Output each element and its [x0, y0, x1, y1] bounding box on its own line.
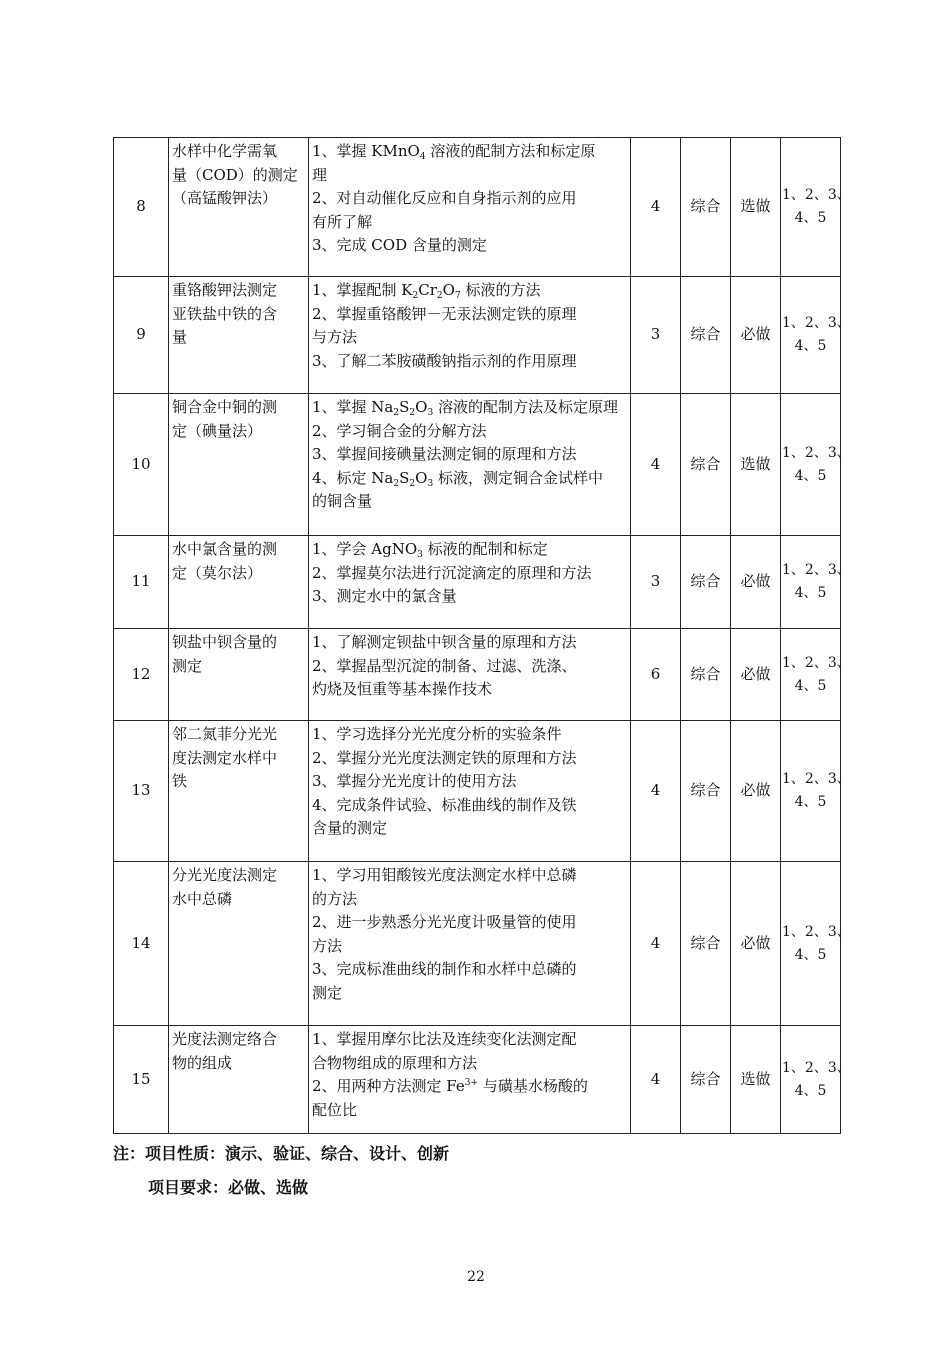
experiment-requirement: 必做	[731, 536, 781, 629]
experiment-name-line: （高锰酸钾法）	[172, 189, 278, 207]
experiment-name	[169, 862, 309, 1026]
content-text: 3、掌握间接碘量法测定铜的原理和方法	[312, 445, 577, 463]
experiment-name-line: 水中氯含量的测	[172, 540, 278, 558]
experiment-name-line: 定（碘量法）	[172, 421, 263, 440]
table-row	[114, 138, 841, 277]
content-line	[312, 958, 627, 982]
table-note	[113, 1142, 449, 1200]
content-line	[312, 935, 627, 959]
experiment-nature: 综合	[681, 536, 731, 629]
goal-line: 1、2、3、	[782, 654, 851, 671]
content-text: 4、完成条件试验、标准曲线的制作及铁	[312, 795, 577, 814]
experiment-content	[309, 394, 631, 536]
content-text: 1、学习选择分光光度分析的实验条件	[312, 725, 562, 743]
content-line	[312, 490, 627, 514]
experiment-nature: 综合	[681, 862, 731, 1026]
experiment-name-line: 定（莫尔法）	[172, 563, 263, 582]
experiment-content	[309, 862, 631, 1026]
content-text: 2、掌握晶型沉淀的制备、过滤、洗涤、	[312, 656, 577, 675]
page-number: 22	[467, 1269, 485, 1285]
content-text: 标液的配制和标定	[422, 540, 548, 558]
experiment-name-line: 量（COD）的测定	[172, 165, 298, 184]
content-text: 的铜含量	[312, 492, 373, 510]
experiment-requirement: 必做	[731, 629, 781, 721]
supported-goals	[781, 277, 851, 394]
experiment-nature: 综合	[681, 1026, 731, 1134]
content-text: 测定	[312, 983, 343, 1002]
content-text: 2、对自动催化反应和自身指示剂的应用	[312, 189, 577, 207]
content-line	[312, 747, 627, 771]
content-line	[312, 655, 627, 679]
experiment-name-line: 钡盐中钡含量的	[172, 633, 278, 651]
content-line	[312, 794, 627, 818]
content-text: O	[442, 281, 455, 299]
experiment-name-line: 物的组成	[172, 1053, 233, 1072]
content-line	[312, 187, 627, 211]
row-number: 11	[114, 536, 169, 629]
content-line	[312, 982, 627, 1006]
goal-line: 1、2、3、	[782, 562, 851, 578]
content-line	[312, 350, 627, 374]
subscript: 2	[393, 478, 400, 489]
content-text: 1、掌握 Na	[312, 398, 394, 416]
note-project-requirement: 项目要求：必做、选做	[148, 1178, 309, 1197]
content-text: 1、了解测定钡盐中钡含量的原理和方法	[312, 633, 577, 651]
content-line	[312, 211, 627, 235]
experiment-requirement: 必做	[731, 277, 781, 394]
goal-line: 4、5	[794, 467, 827, 484]
experiment-name-line: 分光光度法测定	[172, 866, 278, 884]
experiment-name	[169, 1026, 309, 1134]
subscript: 7	[454, 291, 461, 301]
content-line	[312, 396, 627, 420]
content-text: S	[399, 468, 410, 487]
subscript: 2	[409, 408, 416, 418]
content-line	[312, 911, 627, 935]
content-line	[312, 585, 627, 609]
subscript: 3	[427, 478, 434, 489]
content-text: 有所了解	[312, 212, 373, 231]
content-line	[312, 467, 627, 491]
content-text: 灼烧及恒重等基本操作技术	[312, 680, 493, 698]
subscript: 2	[409, 478, 416, 489]
content-line	[312, 864, 627, 888]
content-line	[312, 631, 627, 655]
supported-goals	[781, 721, 851, 862]
content-line	[312, 562, 627, 586]
experiment-name	[169, 277, 309, 394]
experiment-hours: 6	[631, 629, 681, 721]
content-text: 4、标定 Na	[312, 468, 394, 487]
content-text: 1、学会 AgNO	[312, 540, 418, 558]
supported-goals	[781, 1026, 851, 1134]
row-number: 14	[114, 862, 169, 1026]
content-text: 理	[312, 165, 328, 184]
subscript: 4	[419, 152, 426, 162]
content-text: 溶液的配制方法及标定原理	[433, 398, 618, 416]
content-line	[312, 326, 627, 350]
content-line	[312, 770, 627, 794]
content-line	[312, 443, 627, 467]
experiment-hours: 4	[631, 721, 681, 862]
experiment-name	[169, 721, 309, 862]
content-line	[312, 1052, 627, 1076]
experiment-nature: 综合	[681, 721, 731, 862]
experiment-name-line: 水中总磷	[172, 889, 233, 908]
experiment-name-line: 铁	[172, 772, 188, 790]
content-text: S	[399, 398, 410, 416]
content-line	[312, 303, 627, 327]
table-row	[114, 394, 841, 536]
content-line	[312, 723, 627, 747]
content-text: 3、完成标准曲线的制作和水样中总磷的	[312, 960, 577, 978]
content-text: 2、进一步熟悉分光光度计吸量管的使用	[312, 913, 577, 931]
row-number: 15	[114, 1026, 169, 1134]
experiment-nature: 综合	[681, 629, 731, 721]
subscript: 3	[427, 408, 434, 418]
content-line	[312, 1075, 627, 1099]
content-text: 与磺基水杨酸的	[478, 1077, 588, 1095]
experiment-hours: 4	[631, 138, 681, 277]
experiment-content	[309, 629, 631, 721]
content-line	[312, 817, 627, 841]
content-text: 3、了解二苯胺磺酸钠指示剂的作用原理	[312, 351, 577, 370]
content-text: Cr	[418, 281, 437, 299]
goal-line: 4、5	[794, 210, 827, 226]
supported-goals	[781, 394, 851, 536]
content-text: 3、掌握分光光度计的使用方法	[312, 772, 517, 790]
content-line	[312, 279, 627, 303]
experiment-requirement: 选做	[731, 394, 781, 536]
row-number: 13	[114, 721, 169, 862]
goal-line: 4、5	[794, 794, 827, 810]
experiment-content	[309, 721, 631, 862]
experiment-hours: 4	[631, 1026, 681, 1134]
content-text: 1、掌握用摩尔比法及连续变化法测定配	[312, 1030, 577, 1048]
experiment-name-line: 光度法测定络合	[172, 1030, 278, 1048]
goal-line: 4、5	[794, 946, 827, 963]
experiment-name-line: 度法测定水样中	[172, 748, 278, 767]
row-number: 8	[114, 138, 169, 277]
goal-line: 4、5	[794, 1082, 827, 1099]
experiment-table	[113, 137, 851, 1134]
experiment-requirement: 选做	[731, 138, 781, 277]
experiment-content	[309, 536, 631, 629]
goal-line: 1、2、3、	[782, 1059, 851, 1076]
subscript: 2	[436, 291, 443, 301]
table-row	[114, 1026, 841, 1134]
content-line	[312, 420, 627, 444]
experiment-content	[309, 277, 631, 394]
content-line	[312, 234, 627, 258]
content-text: 2、掌握莫尔法进行沉淀滴定的原理和方法	[312, 563, 592, 582]
content-line	[312, 1028, 627, 1052]
supported-goals	[781, 862, 851, 1026]
table-row	[114, 277, 841, 394]
content-text: 的方法	[312, 889, 358, 908]
experiment-nature: 综合	[681, 394, 731, 536]
content-text: 2、掌握分光光度法测定铁的原理和方法	[312, 748, 577, 767]
experiment-hours: 4	[631, 394, 681, 536]
content-text: 1、掌握配制 K	[312, 281, 413, 299]
content-text: 标液，测定铜合金试样中	[433, 468, 603, 487]
content-text: 1、学习用钼酸铵光度法测定水样中总磷	[312, 866, 577, 884]
goal-line: 1、2、3、	[782, 315, 851, 331]
content-line	[312, 1099, 627, 1123]
goal-line: 1、2、3、	[782, 771, 851, 787]
table-row	[114, 536, 841, 629]
goal-line: 4、5	[794, 677, 827, 694]
table-row	[114, 862, 841, 1026]
content-text: 配位比	[312, 1100, 358, 1119]
experiment-name-line: 测定	[172, 656, 203, 675]
content-text: O	[415, 468, 428, 487]
content-text: 标液的方法	[460, 281, 541, 299]
subscript: 2	[393, 408, 400, 418]
experiment-name-line: 水样中化学需氧	[172, 142, 278, 160]
goal-line: 1、2、3、	[782, 923, 851, 940]
experiment-nature: 综合	[681, 138, 731, 277]
content-text: 3、完成 COD 含量的测定	[312, 236, 487, 254]
goal-line: 4、5	[794, 338, 827, 354]
subscript: 3	[417, 550, 423, 560]
experiment-content	[309, 1026, 631, 1134]
experiment-hours: 3	[631, 536, 681, 629]
experiment-requirement: 必做	[731, 721, 781, 862]
experiment-table-body	[114, 138, 851, 1134]
content-text: 2、掌握重铬酸钾－无汞法测定铁的原理	[312, 304, 577, 323]
superscript: 3+	[464, 1078, 479, 1088]
content-line	[312, 140, 627, 164]
content-text: 含量的测定	[312, 819, 388, 837]
experiment-name	[169, 629, 309, 721]
supported-goals	[781, 536, 851, 629]
supported-goals	[781, 629, 851, 721]
goal-line: 4、5	[794, 585, 827, 601]
subscript: 2	[412, 291, 419, 301]
content-line	[312, 888, 627, 912]
experiment-requirement: 必做	[731, 862, 781, 1026]
content-text: O	[415, 398, 428, 416]
row-number: 9	[114, 277, 169, 394]
content-line	[312, 164, 627, 188]
table-row	[114, 629, 841, 721]
goal-line: 1、2、3、	[782, 444, 851, 461]
experiment-name-line: 邻二氮菲分光光	[172, 725, 278, 743]
experiment-hours: 3	[631, 277, 681, 394]
goal-line: 1、2、3、	[782, 187, 851, 203]
experiment-nature: 综合	[681, 277, 731, 394]
content-text: 合物物组成的原理和方法	[312, 1053, 478, 1072]
content-text: 1、掌握 KMnO	[312, 142, 420, 160]
content-line	[312, 538, 627, 562]
experiment-content	[309, 138, 631, 277]
content-text: 方法	[312, 936, 343, 955]
note-project-nature: 注：项目性质：演示、验证、综合、设计、创新	[113, 1144, 450, 1163]
row-number: 12	[114, 629, 169, 721]
experiment-requirement: 选做	[731, 1026, 781, 1134]
content-text: 2、学习铜合金的分解方法	[312, 421, 487, 440]
experiment-hours: 4	[631, 862, 681, 1026]
experiment-name-line: 铜合金中铜的测	[172, 398, 278, 416]
experiment-name-line: 重铬酸钾法测定	[172, 281, 278, 299]
content-text: 2、用两种方法测定 Fe	[312, 1077, 465, 1095]
experiment-name-line: 亚铁盐中铁的含	[172, 304, 278, 323]
experiment-name	[169, 394, 309, 536]
content-text: 溶液的配制方法和标定原	[425, 142, 596, 160]
supported-goals	[781, 138, 851, 277]
row-number: 10	[114, 394, 169, 536]
experiment-name	[169, 138, 309, 277]
content-line	[312, 678, 627, 702]
table-row	[114, 721, 841, 862]
content-text: 与方法	[312, 328, 358, 346]
experiment-name	[169, 536, 309, 629]
experiment-name-line: 量	[172, 328, 188, 346]
content-text: 3、测定水中的氯含量	[312, 587, 457, 605]
